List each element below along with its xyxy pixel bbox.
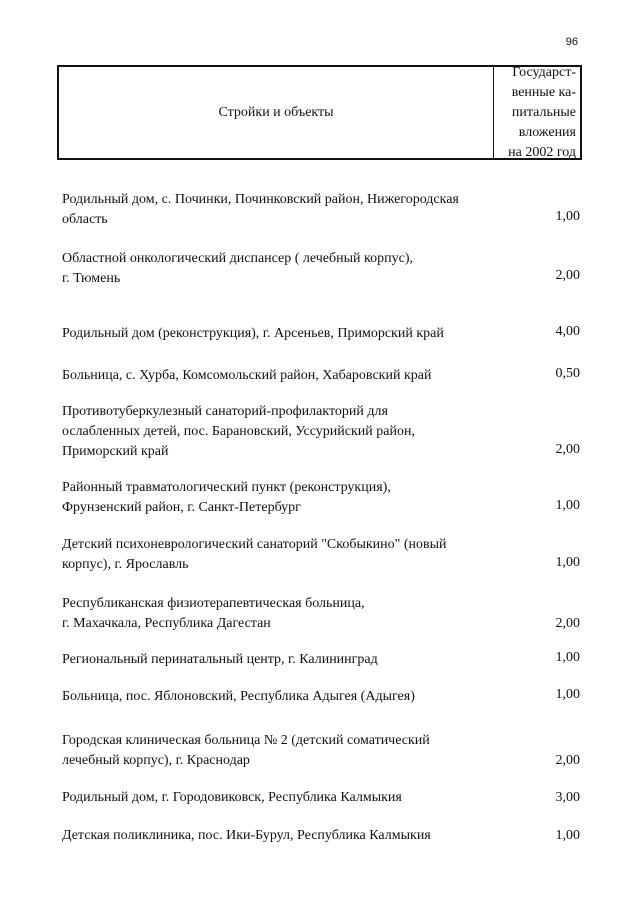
object-name: Больница, с. Хурба, Комсомольский район, Хабаровский край [62,368,432,383]
investment-value: 0,50 [555,366,580,381]
list-item [62,788,580,808]
object-name: Родильный дом, с. Починки, Починковский район, Нижегородская область [62,192,459,227]
object-name: Региональный перинатальный центр, г. Калининград [62,652,378,667]
investment-value: 3,00 [555,790,580,805]
header-investment-text: Государст- венные ка- питальные вложения на 2002 год [508,64,576,160]
list-item [62,731,580,771]
investment-value: 1,00 [555,209,580,224]
investment-value: 1,00 [555,555,580,570]
list-item [62,478,580,518]
list-item [62,650,580,670]
object-name: Противотуберкулезный санаторий-профилакторий для ослабленных детей, пос. Барановский, Уссурийский район, Приморский край [62,404,415,459]
list-item [62,687,580,707]
object-name: Родильный дом (реконструкция), г. Арсеньев, Приморский край [62,326,444,341]
investment-value: 2,00 [555,442,580,457]
object-name: Родильный дом, г. Городовиковск, Республика Калмыкия [62,790,402,805]
investment-value: 1,00 [555,498,580,513]
investment-value: 2,00 [555,616,580,631]
list-item [62,826,580,846]
list-item [62,366,580,386]
list-item [62,324,580,344]
header-objects-label: Стройки и объекты [218,104,334,120]
list-item [62,535,580,575]
investment-value: 1,00 [555,687,580,702]
list-item [62,249,580,289]
list-item [62,594,580,634]
investment-value: 1,00 [555,828,580,843]
object-name: Областной онкологический диспансер ( лечебный корпус), г. Тюмень [62,251,413,286]
list-item [62,190,580,230]
list-item [62,402,580,462]
investment-value: 2,00 [555,753,580,768]
object-name: Детская поликлиника, пос. Ики-Бурул, Республика Калмыкия [62,828,431,843]
object-name: Районный травматологический пункт (реконструкция), Фрунзенский район, г. Санкт-Петербург [62,480,391,515]
object-name: Республиканская физиотерапевтическая больница, г. Махачкала, Республика Дагестан [62,596,365,631]
object-name: Больница, пос. Яблоновский, Республика Адыгея (Адыгея) [62,689,415,704]
object-name: Детский психоневрологический санаторий "Скобыкино" (новый корпус), г. Ярославль [62,537,447,572]
object-name: Городская клиническая больница № 2 (детский соматический лечебный корпус), г. Краснодар [62,733,430,768]
page-number: 96 [565,36,578,48]
investment-value: 1,00 [555,650,580,665]
investment-value: 2,00 [555,268,580,283]
investment-value: 4,00 [555,324,580,339]
